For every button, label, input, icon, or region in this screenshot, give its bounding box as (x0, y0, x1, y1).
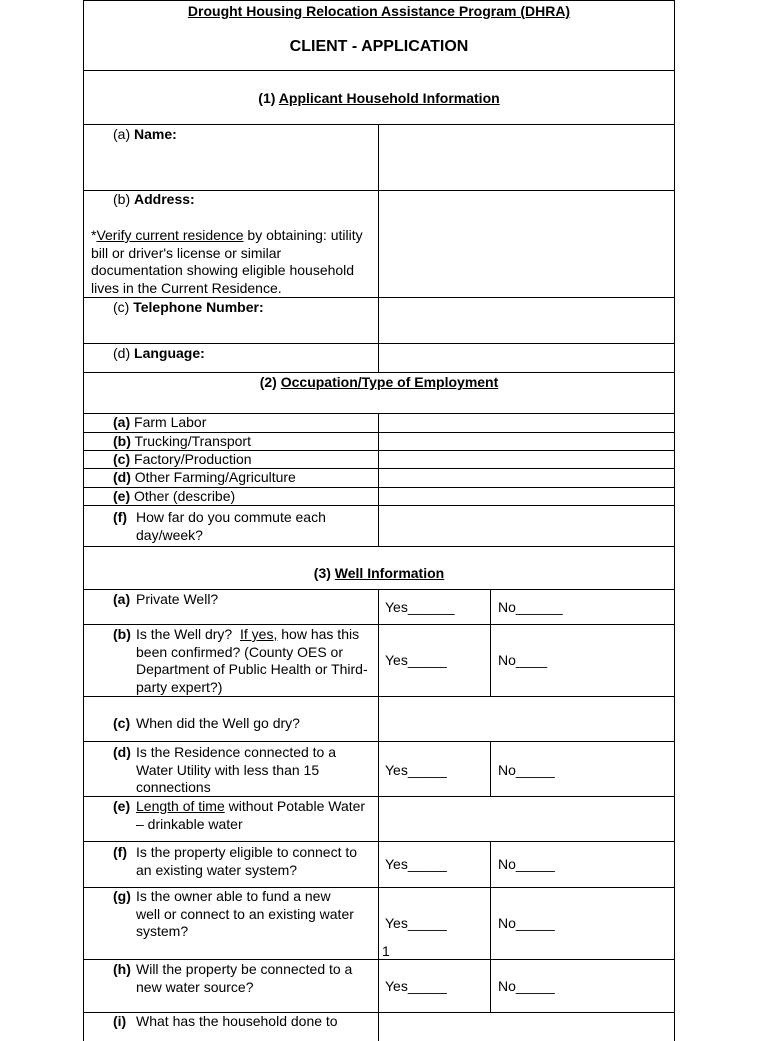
yes-no-divider (490, 741, 491, 796)
name-letter: (a) (113, 126, 131, 142)
well-dry-date-question: When did the Well go dry? (136, 715, 300, 731)
yes-no-divider (490, 589, 491, 696)
well-f-letter: (f) (113, 844, 127, 860)
new-water-source-no[interactable]: No_____ (498, 978, 555, 994)
well-a-letter: (a) (113, 591, 131, 607)
language-letter: (d) (113, 345, 131, 361)
language-field[interactable] (379, 344, 674, 372)
employment-other-farming (113, 469, 296, 487)
well-g-letter: (g) (113, 888, 131, 904)
commute-field[interactable] (379, 506, 674, 546)
note-underlined: Verify current residence (96, 227, 244, 243)
eligible-connect-yes[interactable]: Yes_____ (385, 856, 447, 872)
employment-factory (113, 451, 252, 469)
telephone-label (113, 299, 264, 317)
well-c-letter: (c) (113, 715, 131, 731)
program-title: Drought Housing Relocation Assistance Program (DHRA) (187, 3, 571, 19)
water-utility-question: Is the Residence connected to a Water Utility with less than 15 connections (136, 744, 337, 795)
section2-title: Occupation/Type of Employment (280, 374, 499, 390)
address-label (113, 191, 195, 209)
section1-heading (84, 90, 674, 106)
yes-no-divider (490, 841, 491, 1012)
well-i-letter: (i) (113, 1013, 127, 1029)
item-label: Farm Labor (134, 414, 207, 430)
item-letter: (d) (113, 469, 131, 485)
item-label: Other Farming/Agriculture (134, 469, 296, 485)
divider (84, 70, 674, 71)
well-d-letter: (d) (113, 744, 131, 760)
commute-question: How far do you commute each day/week? (136, 509, 326, 543)
employment-other (113, 488, 235, 506)
divider (84, 624, 674, 625)
column-divider (378, 124, 379, 372)
employment-trucking (113, 433, 251, 451)
item-label: Factory/Production (134, 451, 252, 467)
note-text: by obtaining: utility bill or driver's license or similar documentation showing eligible household lives in the Current Residence. (91, 227, 363, 296)
section1-number: (1) (258, 90, 276, 106)
telephone-letter: (c) (113, 299, 130, 315)
column-divider (378, 589, 379, 1041)
item-letter: (a) (113, 414, 131, 430)
length-without-water-field[interactable] (379, 797, 674, 841)
item-letter: (e) (113, 488, 131, 504)
private-well-no[interactable]: No______ (498, 599, 563, 615)
form-title: CLIENT - APPLICATION (289, 38, 469, 55)
question-text: Is the Well dry? (136, 626, 233, 642)
household-done-question: What has the household done to (136, 1013, 338, 1029)
owner-fund-yes[interactable]: Yes_____ (385, 915, 447, 931)
divider (84, 546, 674, 547)
private-well-question: Private Well? (136, 591, 219, 607)
section1-title: Applicant Household Information (278, 90, 500, 106)
divider (84, 741, 674, 742)
well-dry-date-field[interactable] (379, 697, 674, 741)
divider (84, 589, 674, 590)
section2-number: (2) (259, 374, 277, 390)
question-underlined: Length of time (136, 798, 225, 814)
telephone-field[interactable] (379, 298, 674, 343)
language-label-text: Language: (134, 345, 205, 361)
note-asterisk: * (91, 227, 97, 243)
page-number: 1 (382, 943, 390, 959)
divider (84, 372, 674, 373)
address-label-text: Address: (134, 191, 195, 207)
owner-fund-question: Is the owner able to fund a new well or connect to an existing water system? (136, 888, 354, 939)
address-letter: (b) (113, 191, 131, 207)
length-without-water-question (136, 798, 366, 833)
item-label: Other (describe) (134, 488, 236, 504)
question-text: without Potable Water – drinkable water (136, 798, 366, 832)
section3-title: Well Information (334, 565, 445, 581)
well-b-letter: (b) (113, 626, 131, 642)
name-field[interactable] (379, 125, 674, 190)
address-field[interactable] (379, 191, 674, 297)
owner-fund-no[interactable]: No_____ (498, 915, 555, 931)
water-utility-yes[interactable]: Yes_____ (385, 762, 447, 778)
well-dry-yes[interactable]: Yes_____ (385, 652, 447, 668)
application-form (83, 0, 675, 1041)
item-letter: (c) (113, 451, 131, 467)
divider (84, 841, 674, 842)
new-water-source-question: Will the property be connected to a new water source? (136, 961, 353, 995)
name-label-text: Name: (134, 126, 177, 142)
telephone-label-text: Telephone Number: (133, 299, 264, 315)
eligible-connect-question: Is the property eligible to connect to an existing water system? (136, 844, 358, 878)
commute-letter: (f) (113, 509, 127, 525)
private-well-yes[interactable]: Yes______ (385, 599, 455, 615)
section3-heading (84, 565, 674, 581)
well-e-letter: (e) (113, 798, 131, 814)
well-dry-question (136, 626, 373, 696)
new-water-source-yes[interactable]: Yes_____ (385, 978, 447, 994)
question-underlined: If yes, (240, 626, 278, 642)
section2-heading (84, 374, 674, 390)
divider (84, 959, 674, 960)
language-label (113, 345, 205, 363)
item-label: Trucking/Transport (134, 433, 251, 449)
employment-farm-labor (113, 414, 206, 432)
well-h-letter: (h) (113, 961, 131, 977)
water-utility-no[interactable]: No_____ (498, 762, 555, 778)
name-label (113, 126, 177, 144)
column-divider (378, 413, 379, 546)
question-text: how has this been confirmed? (County OES or Department of Public Health or Third-party expert?) (136, 626, 368, 695)
eligible-connect-no[interactable]: No_____ (498, 856, 555, 872)
well-dry-no[interactable]: No____ (498, 652, 548, 668)
address-verification-note (91, 227, 376, 297)
section3-number: (3) (313, 565, 331, 581)
item-letter: (b) (113, 433, 131, 449)
